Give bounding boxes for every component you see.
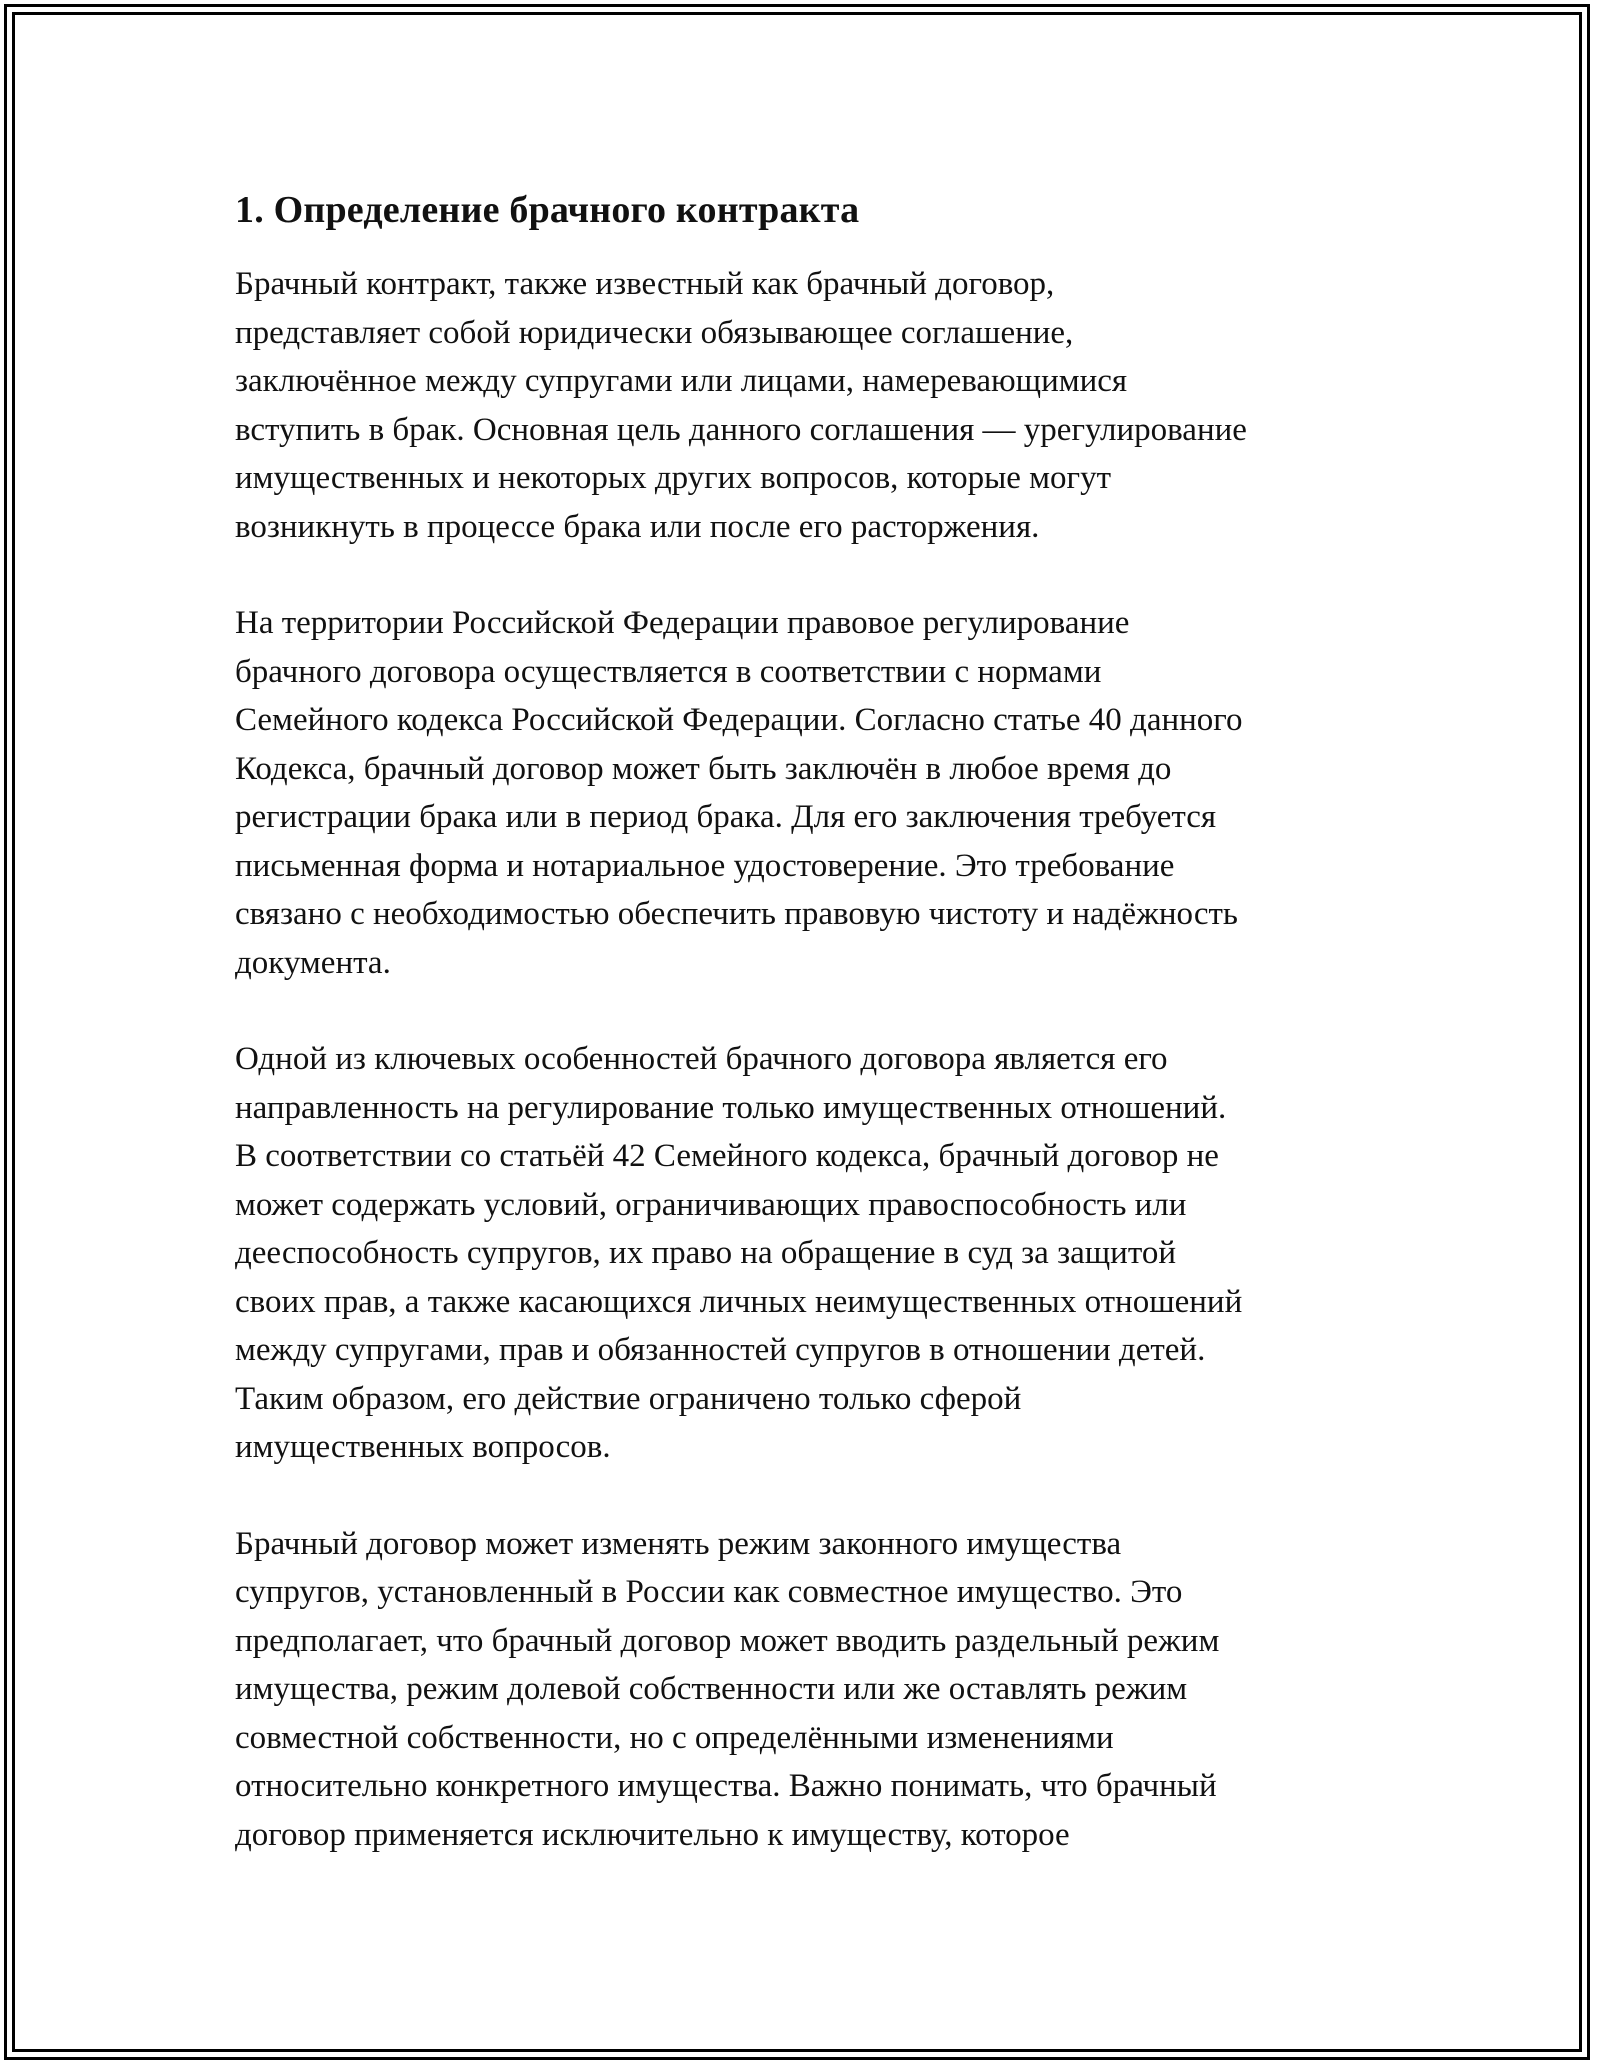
text-line: регистрации брака или в период брака. Для его заключения требуется bbox=[235, 799, 1217, 835]
text-line: представляет собой юридически обязывающее соглашение, bbox=[235, 314, 1074, 351]
text-line: письменная форма и нотариальное удостоверение. Это требование bbox=[235, 847, 1175, 884]
paragraph-3 bbox=[235, 1035, 1395, 1472]
text-line: брачного договора осуществляется в соответствии с нормами bbox=[235, 653, 1102, 690]
text-line: связано с необходимостью обеспечить правовую чистоту и надёжность bbox=[235, 896, 1238, 932]
document-page bbox=[235, 184, 1395, 1907]
paragraph-4 bbox=[235, 1520, 1395, 1860]
text-line: Брачный контракт, также известный как брачный договор, bbox=[235, 266, 1055, 302]
text-line: супругов, установленный в России как совместное имущество. Это bbox=[235, 1574, 1183, 1610]
text-line: договор применяется исключительно к имуществу, которое bbox=[235, 1816, 1070, 1853]
text-line: В соответствии со статьёй 42 Семейного кодекса, брачный договор не bbox=[235, 1138, 1219, 1174]
text-line: имущественных вопросов. bbox=[235, 1429, 611, 1465]
text-line: своих прав, а также касающихся личных неимущественных отношений bbox=[235, 1283, 1243, 1320]
text-line: относительно конкретного имущества. Важно понимать, что брачный bbox=[235, 1768, 1217, 1804]
paragraph-2 bbox=[235, 599, 1395, 987]
text-line: имущественных и некоторых других вопросов, которые могут bbox=[235, 460, 1111, 496]
text-line: заключённое между супругами или лицами, намеревающимися bbox=[235, 363, 1128, 399]
section-heading: 1. Определение брачного контракта bbox=[235, 189, 860, 231]
text-line: предполагает, что брачный договор может вводить раздельный режим bbox=[235, 1622, 1220, 1659]
text-line: имущества, режим долевой собственности или же оставлять режим bbox=[235, 1671, 1188, 1707]
text-line: дееспособность супругов, их право на обращение в суд за защитой bbox=[235, 1235, 1176, 1271]
text-line: Одной из ключевых особенностей брачного договора является его bbox=[235, 1041, 1168, 1077]
text-line: документа. bbox=[235, 944, 391, 981]
text-line: вступить в брак. Основная цель данного соглашения — урегулирование bbox=[235, 411, 1247, 448]
paragraph-1 bbox=[235, 260, 1395, 551]
text-line: совместной собственности, но с определёнными изменениями bbox=[235, 1719, 1114, 1756]
text-line: возникнуть в процессе брака или после его расторжения. bbox=[235, 508, 1040, 545]
text-line: Семейного кодекса Российской Федерации. Согласно статье 40 данного bbox=[235, 702, 1243, 738]
text-line: может содержать условий, ограничивающих правоспособность или bbox=[235, 1186, 1187, 1223]
text-line: направленность на регулирование только имущественных отношений. bbox=[235, 1089, 1227, 1126]
text-line: Кодекса, брачный договор может быть заключён в любое время до bbox=[235, 750, 1172, 787]
text-line: между супругами, прав и обязанностей супругов в отношении детей. bbox=[235, 1332, 1206, 1368]
text-line: Брачный договор может изменять режим законного имущества bbox=[235, 1525, 1122, 1562]
text-line: Таким образом, его действие ограничено только сферой bbox=[235, 1380, 1022, 1417]
text-line: На территории Российской Федерации правовое регулирование bbox=[235, 605, 1130, 641]
